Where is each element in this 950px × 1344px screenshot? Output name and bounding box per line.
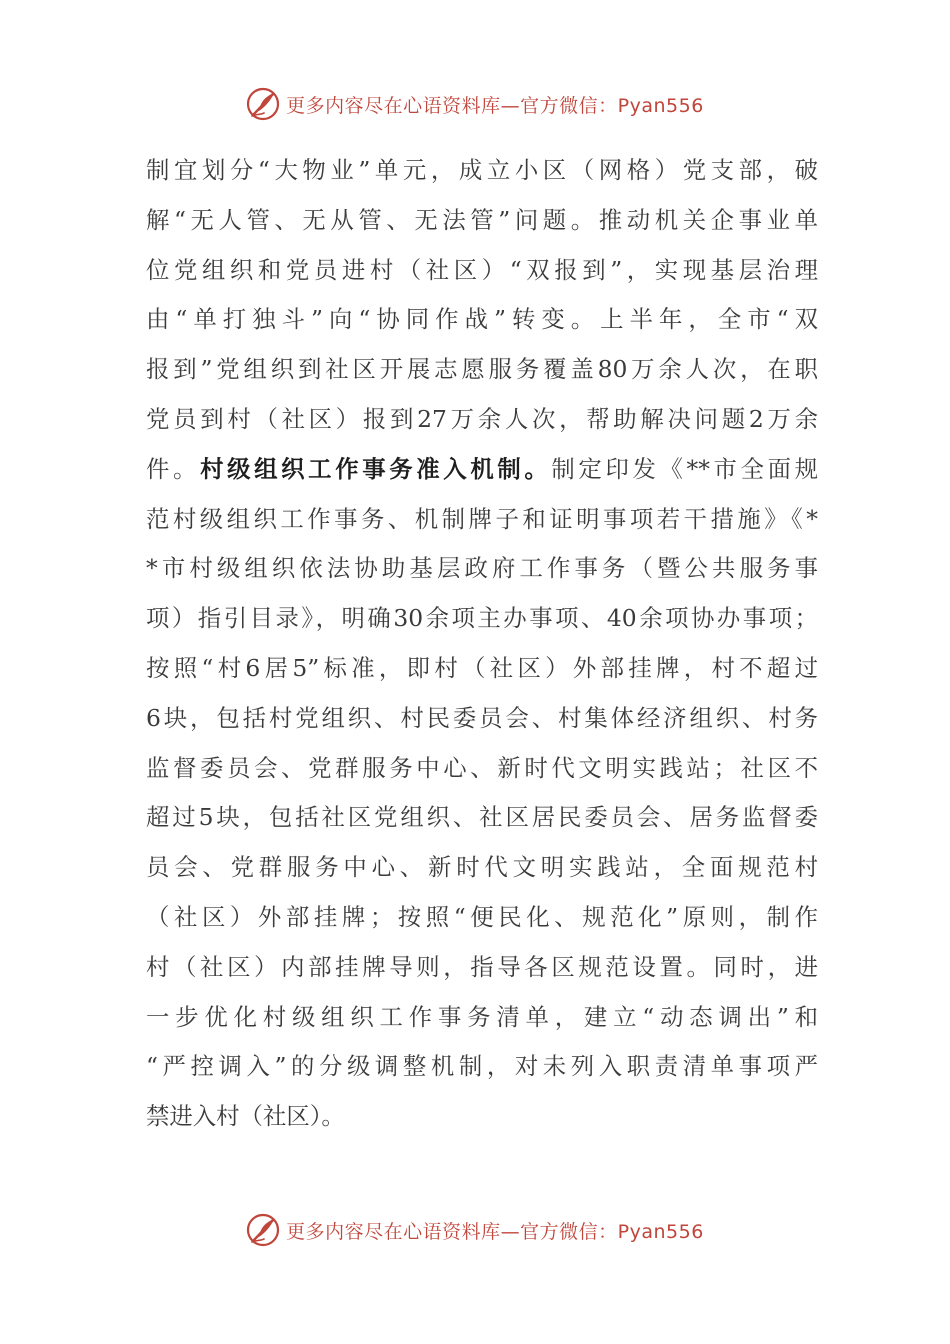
bold-heading: 村级组织工作事务准入机制。: [200, 454, 552, 483]
text-segment: 件。: [146, 454, 201, 483]
text-line: （社区）外部挂牌；按照“便民化、规范化”原则，制作: [146, 902, 818, 931]
text-segment: 制定印发《**市全面规: [551, 454, 819, 483]
text-line: 禁进入村（社区）。: [146, 1102, 345, 1131]
text-line: 项）指引目录》，明确30余项主办事项、40余项协办事项；: [146, 604, 818, 633]
text-line: 制宜划分“大物业”单元，成立小区（网格）党支部，破: [146, 156, 818, 184]
text-line: 一步优化村级组织工作事务清单，建立“动态调出”和: [146, 1002, 818, 1031]
header-banner-text: 更多内容尽在心语资料库—官方微信：Pyan556: [286, 94, 704, 117]
text-line: 员会、党群服务中心、新时代文明实践站，全面规范村: [146, 853, 818, 882]
text-line: 范村级组织工作事务、机制牌子和证明事项若干措施》《*: [146, 504, 818, 533]
document-body: [146, 146, 818, 1142]
text-line: 超过5块，包括社区党组织、社区居民委员会、居务监督委: [146, 803, 818, 832]
header-banner: [0, 82, 950, 126]
text-line: “严控调入”的分级调整机制，对未列入职责清单事项严: [146, 1052, 818, 1081]
text-line: 报到”党组织到社区开展志愿服务覆盖80万余人次，在职: [146, 355, 818, 384]
footer-banner-text: 更多内容尽在心语资料库—官方微信：Pyan556: [286, 1220, 704, 1243]
quill-logo-icon: [246, 87, 280, 121]
quill-logo-icon: [246, 1213, 280, 1247]
text-line: 党员到村（社区）报到27万余人次，帮助解决问题2万余: [146, 404, 818, 433]
text-line: 6块，包括村党组织、村民委员会、村集体经济组织、村务: [146, 703, 818, 732]
text-line: 按照“村6居5”标准，即村（社区）外部挂牌，村不超过: [146, 653, 818, 682]
text-line: 解“无人管、无从管、无法管”问题。推动机关企事业单: [146, 205, 818, 234]
text-line: *市村级组织依法协助基层政府工作事务（暨公共服务事: [146, 554, 818, 583]
text-line: [146, 445, 818, 495]
footer-banner: [0, 1208, 950, 1252]
text-line: 监督委员会、党群服务中心、新时代文明实践站；社区不: [146, 753, 818, 782]
text-line: 位党组织和党员进村（社区）“双报到”，实现基层治理: [146, 255, 818, 284]
text-line: 村（社区）内部挂牌导则，指导各区规范设置。同时，进: [146, 952, 818, 981]
text-line: 由“单打独斗”向“协同作战”转变。上半年，全市“双: [146, 305, 818, 334]
